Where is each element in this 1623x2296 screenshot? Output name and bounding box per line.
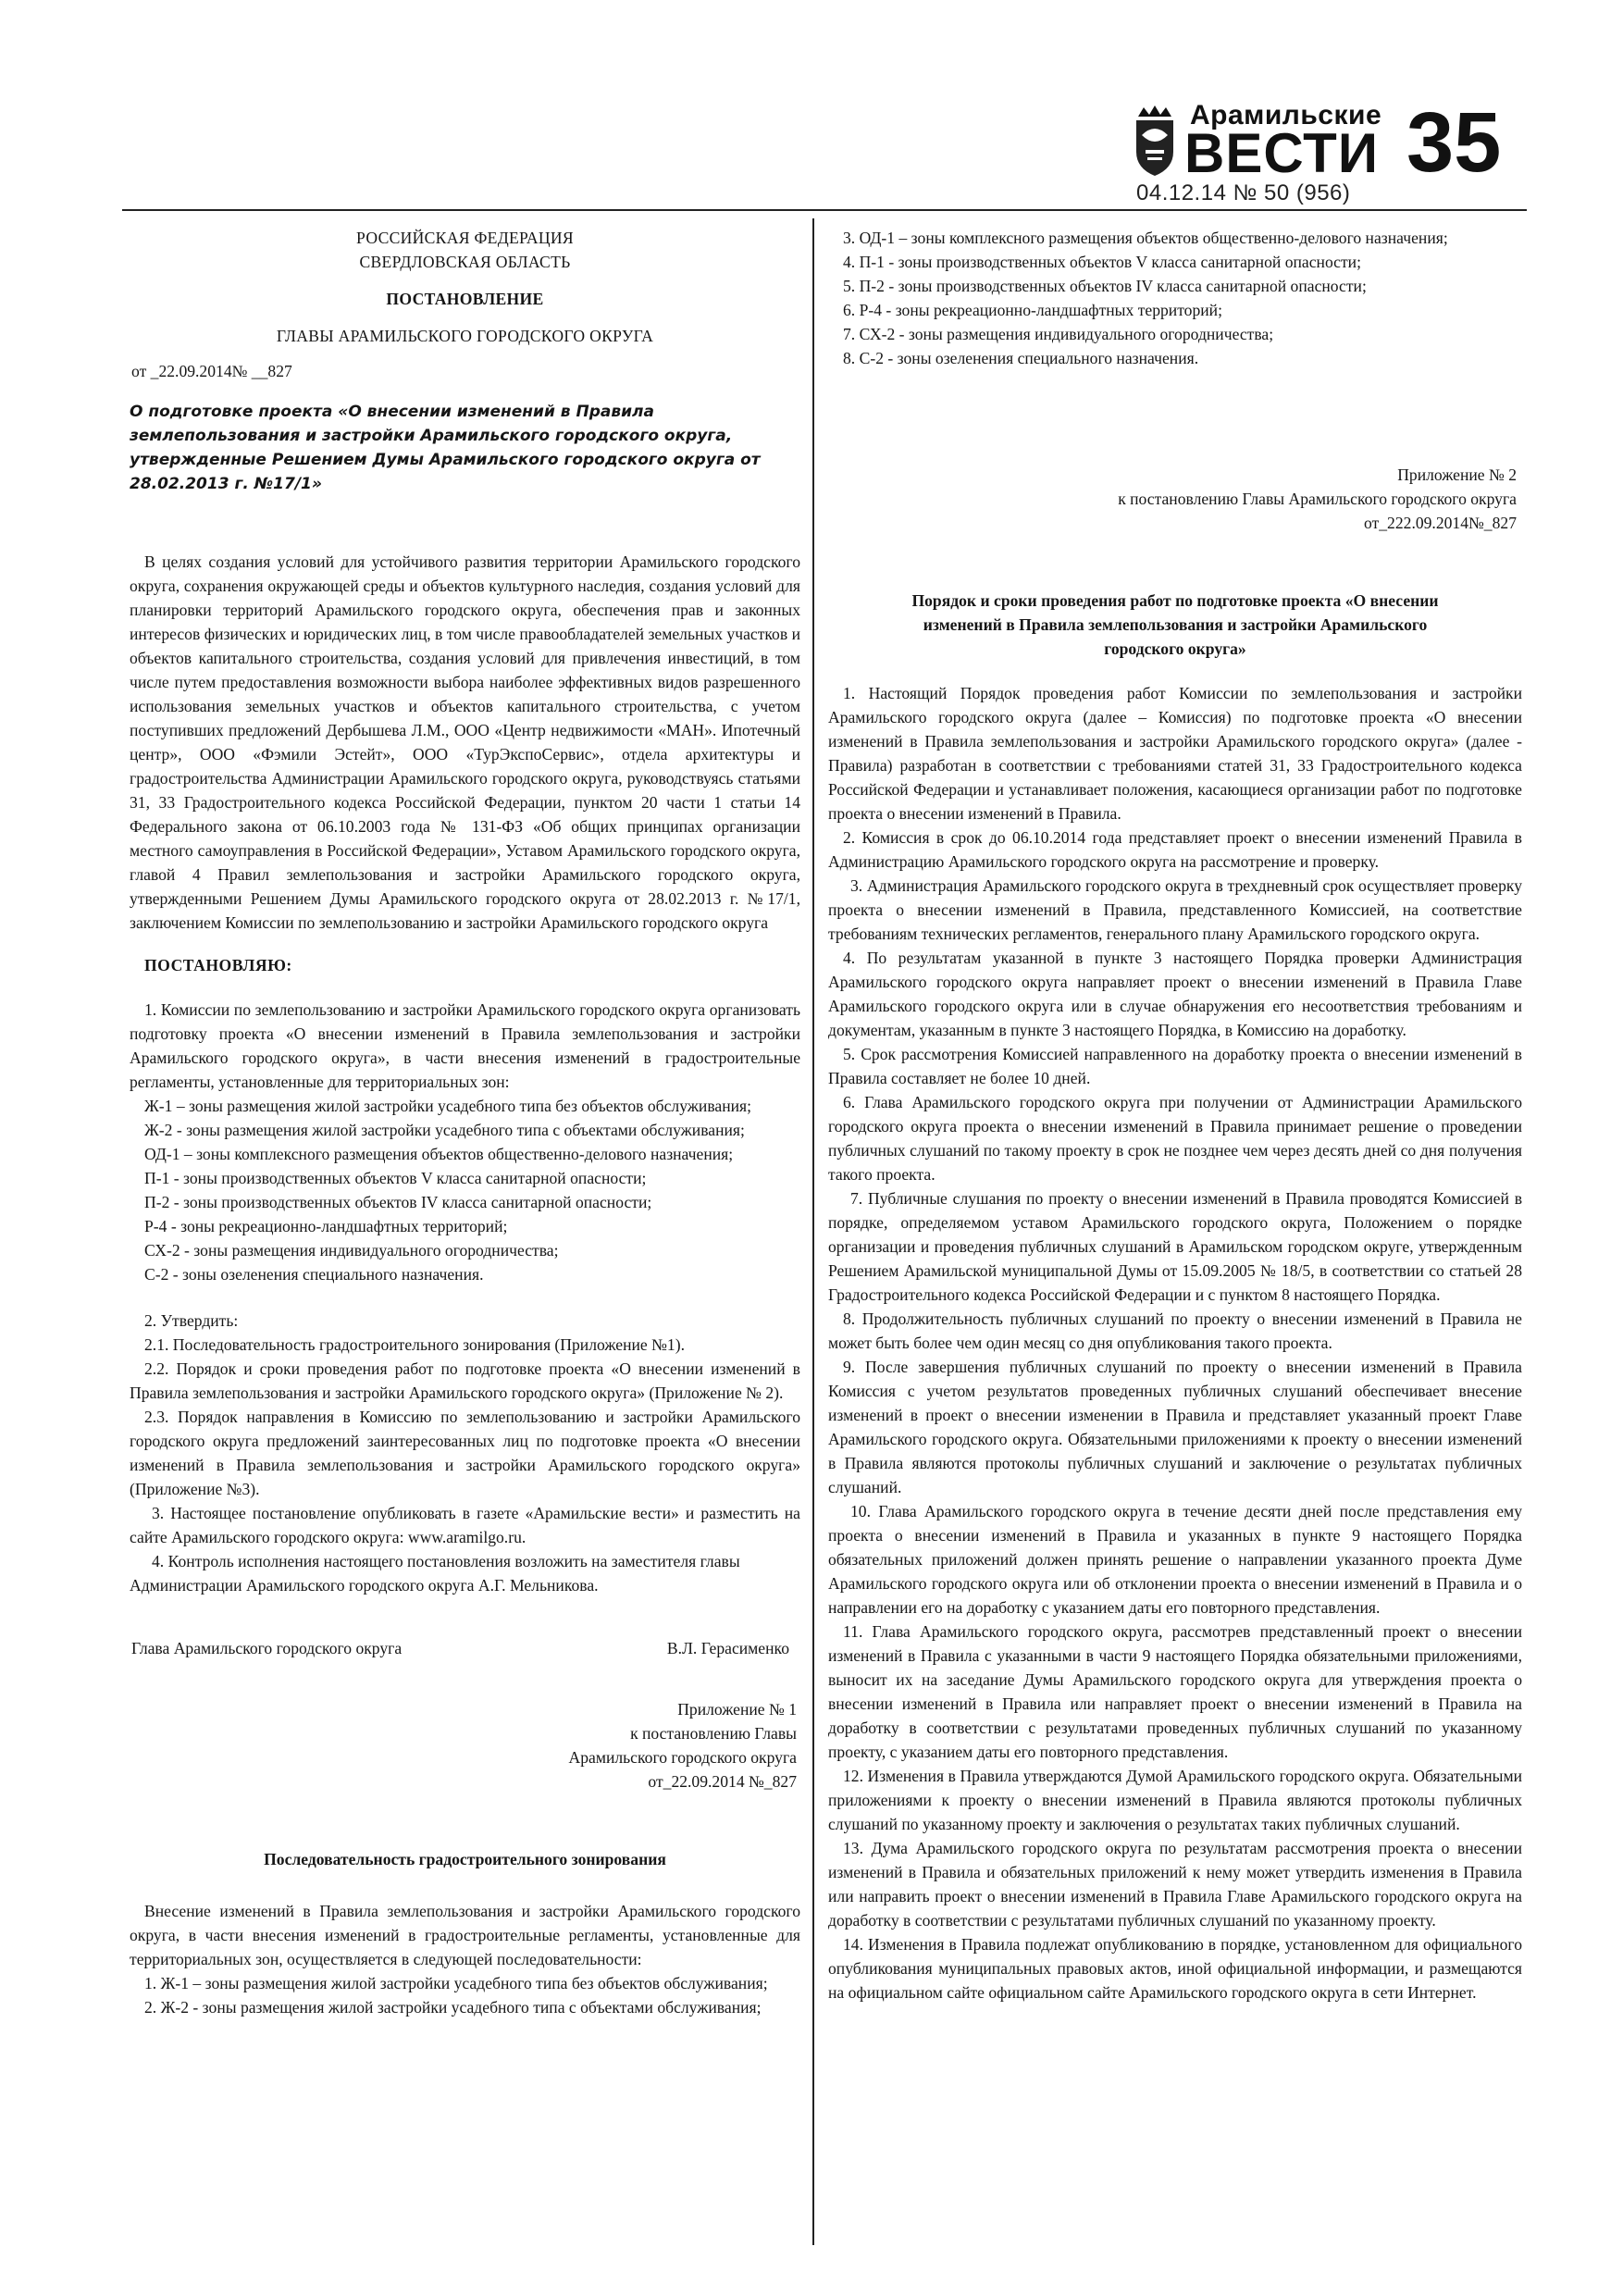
appendix-1-zone: 1. Ж-1 – зоны размещения жилой застройки усадебного типа без объектов обслуживания; [144, 1974, 768, 1992]
item-1: 1. Комиссии по землепользованию и застройки Арамильского городского округа организовать подготовку проекта «О внесении изменений в Правила землепользования и застройки Арамильского городского округа», в части внесения изменений в градостроительные регламенты, установленные для территориальных зон: [130, 1000, 800, 1091]
issue-line: 04.12.14 № 50 (956) [1136, 180, 1351, 205]
page-number: 35 [1406, 95, 1502, 190]
column-divider [812, 218, 814, 2245]
appendix-1-zone: 4. П-1 - зоны производственных объектов V класса санитарной опасности; [843, 253, 1361, 271]
appendix-1-zone: 5. П-2 - зоны производственных объектов IV класса санитарной опасности; [843, 277, 1367, 295]
appendix-2-title: Порядок и сроки проведения работ по подготовке проекта «О внесении изменений в Правила землепользования и застройки Арамильского городского округа» [911, 591, 1439, 658]
masthead [0, 0, 1623, 208]
procedure-item: 13. Дума Арамильского городского округа по результатам рассмотрения проекта о внесении изменений в Правила и обязательных приложений к нему может утвердить изменения в Правила или направить проект о внесении изменений в Правила Главе Арамильского городского округа на доработку в соответствии с результатами публичных слушаний по указанному проекту. [828, 1839, 1522, 1930]
item-2-1: 2.1. Последовательность градостроительного зонирования (Приложение №1). [144, 1335, 685, 1354]
procedure-item: 6. Глава Арамильского городского округа при получении от Администрации Арамильского городского округа проекта о внесении изменений в Правила принимает решение о проведении публичных слушаний по такому проекту в срок не позднее чем через десять дней со дня получения такого проекта. [828, 1093, 1522, 1184]
zone-item: П-2 - зоны производственных объектов IV класса санитарной опасности; [144, 1193, 652, 1211]
zone-item: ОД-1 – зоны комплексного размещения объектов общественно-делового назначения; [144, 1145, 734, 1163]
appendix-1-header [130, 1697, 800, 1793]
appendix-2-date: от_222.09.2014№_827 [1364, 514, 1517, 532]
zone-item: Ж-2 - зоны размещения жилой застройки усадебного типа с объектами обслуживания; [144, 1121, 745, 1139]
document-type: ПОСТАНОВЛЕНИЕ [386, 290, 544, 308]
left-column [130, 226, 800, 2019]
header-region: СВЕРДЛОВСКАЯ ОБЛАСТЬ [359, 253, 571, 271]
appendix-2-ref: к постановлению Главы Арамильского городского округа [1118, 490, 1517, 508]
right-column [828, 226, 1522, 2004]
signature-title: Глава Арамильского городского округа [131, 1639, 403, 1657]
signature-line [130, 1636, 800, 1660]
issuing-authority: ГЛАВЫ АРАМИЛЬСКОГО ГОРОДСКОГО ОКРУГА [276, 327, 654, 345]
appendix-1-zone: 6. Р-4 - зоны рекреационно-ландшафтных территорий; [843, 301, 1222, 319]
zone-item: СХ-2 - зоны размещения индивидуального огородничества; [144, 1241, 559, 1260]
appendix-1-title: Последовательность градостроительного зонирования [264, 1850, 666, 1868]
appendix-1-date: от_22.09.2014 №_827 [648, 1772, 797, 1791]
zone-item: С-2 - зоны озеленения специального назначения. [144, 1265, 484, 1284]
item-2: 2. Утвердить: [144, 1311, 239, 1330]
appendix-1-zone: 3. ОД-1 – зоны комплексного размещения объектов общественно-делового назначения; [843, 229, 1448, 247]
appendix-1-zone: 8. С-2 - зоны озеленения специального назначения. [843, 349, 1199, 367]
preamble: В целях создания условий для устойчивого развития территории Арамильского городского округа, сохранения окружающей среды и объектов культурного наследия, создания условий для планировки территорий Арамильского городского округа, обеспечения прав и законных интересов физических и юридических лиц, в том числе правообладателей земельных участков и объектов капитального строительства, создания условий для привлечения инвестиций, в том числе путем предоставления возможности выбора наиболее эффективных видов разрешенного использования земельных участков и объектов капитального строительства, с учетом поступивших предложений Дербышева Л.М., ООО «Центр недвижимости «МАН». Ипотечный центр», ООО «Фэмили Эстейт», ООО «ТурЭкспоСервис», отдела архитектуры и градостроительства Администрации Арамильского городского округа, руководствуясь статьями 31, 33 Градостроительного кодекса Российской Федерации, пунктом 20 части 1 статьи 14 Федерального закона от 06.10.2003 года № 131-ФЗ «Об общих принципах организации местного самоуправления в Российской Федерации», Уставом Арамильского городского округа, главой 4 Правил землепользования и застройки Арамильского городского округа, утвержденными Решением Думы Арамильского городского округа от 28.02.2013 г. №17/1, заключением Комиссии по землепользованию и застройки Арамильского городского округа [130, 552, 800, 932]
header-rule [122, 209, 1527, 211]
decree-subject: О подготовке проекта «О внесении изменений в Правила землепользования и застройки Арамильского городского округа, утвержденные Решением Думы Арамильского городского округа от 28.02.2013 г. №17/1» [130, 403, 761, 493]
decree-date: от _22.09.2014№ __827 [131, 362, 292, 380]
zone-item: Ж-1 – зоны размещения жилой застройки усадебного типа без объектов обслуживания; [144, 1097, 752, 1115]
procedure-item: 10. Глава Арамильского городского округа в течение десяти дней после представления ему проекта о внесении изменений в Правила и указанных в пункте 9 настоящего Порядка обязательных приложений должен принять решение о направлении указанного проекта Думе Арамильского городского округа или об отклонении проекта о внесении изменений в Правила и о направлении его на доработку с указанием даты его повторного представления. [828, 1502, 1522, 1617]
procedure-item: 3. Администрация Арамильского городского округа в трехдневный срок осуществляет проверку проекта о внесении изменений в Правила, представленного Комиссией, на соответствие требованиям технических регламентов, генерального плану Арамильского городского округа. [828, 876, 1522, 943]
procedure-item: 7. Публичные слушания по проекту о внесении изменений в Правила проводятся Комиссией в порядке, определяемом уставом Арамильского городского округа, Положением о порядке организации и проведения публичных слушаний в Арамильском городском округе, утвержденным Решением Арамильской муниципальной Думы от 15.09.2005 № 18/5, в соответствии со статьей 28 Градостроительного кодекса Российской Федерации и с пунктом 8 настоящего Порядка. [828, 1189, 1522, 1304]
signature-name: В.Л. Герасименко [666, 1639, 789, 1657]
item-3: 3. Настоящее постановление опубликовать в газете «Арамильские вести» и разместить на сайте Арамильского городского округа: www.aramilgo.ru. [130, 1504, 800, 1546]
procedure-item: 1. Настоящий Порядок проведения работ Комиссии по землепользования и застройки Арамильского городского округа (далее – Комиссия) по подготовке проекта «О внесении изменений в Правила землепользования и застройки Арамильского городского округа» (далее - Правила) разработан в соответствии с требованиями статей 31, 33 Градостроительного кодекса Российской Федерации и устанавливает положения, касающиеся организации работ по подготовке проекта о внесении изменений в Правила. [828, 684, 1522, 823]
header-country: РОССИЙСКАЯ ФЕДЕРАЦИЯ [356, 229, 574, 247]
item-2-3: 2.3. Порядок направления в Комиссию по землепользованию и застройки Арамильского городского округа предложений заинтересованных лиц по подготовке проекта «О внесении изменений в Правила землепользования и застройки Арамильского городского округа» (Приложение №3). [130, 1408, 800, 1498]
procedure-item: 2. Комиссия в срок до 06.10.2014 года представляет проект о внесении изменений Правила в Администрацию Арамильского городского округа на рассмотрение и проверку. [828, 828, 1522, 871]
decree-word: ПОСТАНОВЛЯЮ: [144, 956, 292, 974]
zone-item: П-1 - зоны производственных объектов V класса санитарной опасности; [144, 1169, 647, 1187]
appendix-1-ref: к постановлению Главы [630, 1724, 797, 1743]
procedure-item: 5. Срок рассмотрения Комиссией направленного на доработку проекта о внесении изменений в Правила составляет не более 10 дней. [828, 1045, 1522, 1087]
appendix-1-authority: Арамильского городского округа [568, 1748, 797, 1767]
procedure-item: 8. Продолжительность публичных слушаний по проекту о внесении изменений в Правила не может быть более чем один месяц со дня опубликования такого проекта. [828, 1309, 1522, 1352]
procedure-item: 12. Изменения в Правила утверждаются Думой Арамильского городского округа. Обязательными приложениями к проекту о внесении изменений в Правила являются протоколы публичных слушаний по указанному проекту и заключения о результатах таких публичных слушаний. [828, 1767, 1522, 1833]
newspaper-logo [1131, 98, 1382, 184]
appendix-2-header [828, 463, 1522, 535]
procedure-item: 14. Изменения в Правила подлежат опубликованию в порядке, установленном для официального опубликования муниципальных правовых актов, иной официальной информации, и размещаются на официальном сайте официальном сайте Арамильского городского округа в сети Интернет. [828, 1935, 1522, 2002]
procedure-item: 9. После завершения публичных слушаний по проекту о внесении изменений в Правила Комиссия с учетом результатов проведенных публичных слушаний обеспечивает внесение изменений в проект о внесении изменении в Правила и представляет указанный проект Главе Арамильского городского округа. Обязательными приложениями к проекту о внесении изменений в Правила являются протоколы публичных слушаний и заключение о результатах публичных слушаний. [828, 1358, 1522, 1496]
procedure-item: 11. Глава Арамильского городского округа, рассмотрев представленный проект о внесении изменений в Правила с указанными в части 9 настоящего Порядка обязательными приложениями, выносит их на заседание Думы Арамильского городского округа для утверждения проекта о внесении изменений в Правила или направляет проект о внесении изменений в Правила на доработку в соответствии с результатами проведенных публичных слушаний по указанному проекту, с указанием даты его повторного представления. [828, 1622, 1522, 1761]
item-2-2: 2.2. Порядок и сроки проведения работ по подготовке проекта «О внесении изменений в Правила землепользования и застройки Арамильского городского округа» (Приложение № 2). [130, 1359, 800, 1402]
appendix-2-label: Приложение № 2 [1397, 465, 1517, 484]
brand-name-small: Арамильские [1190, 100, 1382, 130]
appendix-1-label: Приложение № 1 [677, 1700, 797, 1719]
appendix-1-intro: Внесение изменений в Правила землепользования и застройки Арамильского городского округа, в части внесения изменений в градостроительные регламенты, установленные для территориальных зон, осуществляется в следующей последовательности: [130, 1902, 800, 1968]
appendix-1-zone: 7. СХ-2 - зоны размещения индивидуального огородничества; [843, 325, 1274, 343]
coat-of-arms-icon [1131, 104, 1179, 178]
brand-name-large: ВЕСТИ [1184, 122, 1379, 184]
zone-item: Р-4 - зоны рекреационно-ландшафтных территорий; [144, 1217, 508, 1235]
appendix-1-zone: 2. Ж-2 - зоны размещения жилой застройки усадебного типа с объектами обслуживания; [144, 1998, 762, 2017]
procedure-item: 4. По результатам указанной в пункте 3 настоящего Порядка проверки Администрация Арамильского городского округа направляет проект о внесении изменений в Правила Главе Арамильского городского округа или в случае обнаружения его несоответствия требованиям и документам, указанным в пункте 3 настоящего Порядка, в Комиссию на доработку. [828, 949, 1522, 1039]
item-4: 4. Контроль исполнения настоящего постановления возложить на заместителя главы Администрации Арамильского городского округа А.Г. Мельникова. [130, 1552, 740, 1595]
